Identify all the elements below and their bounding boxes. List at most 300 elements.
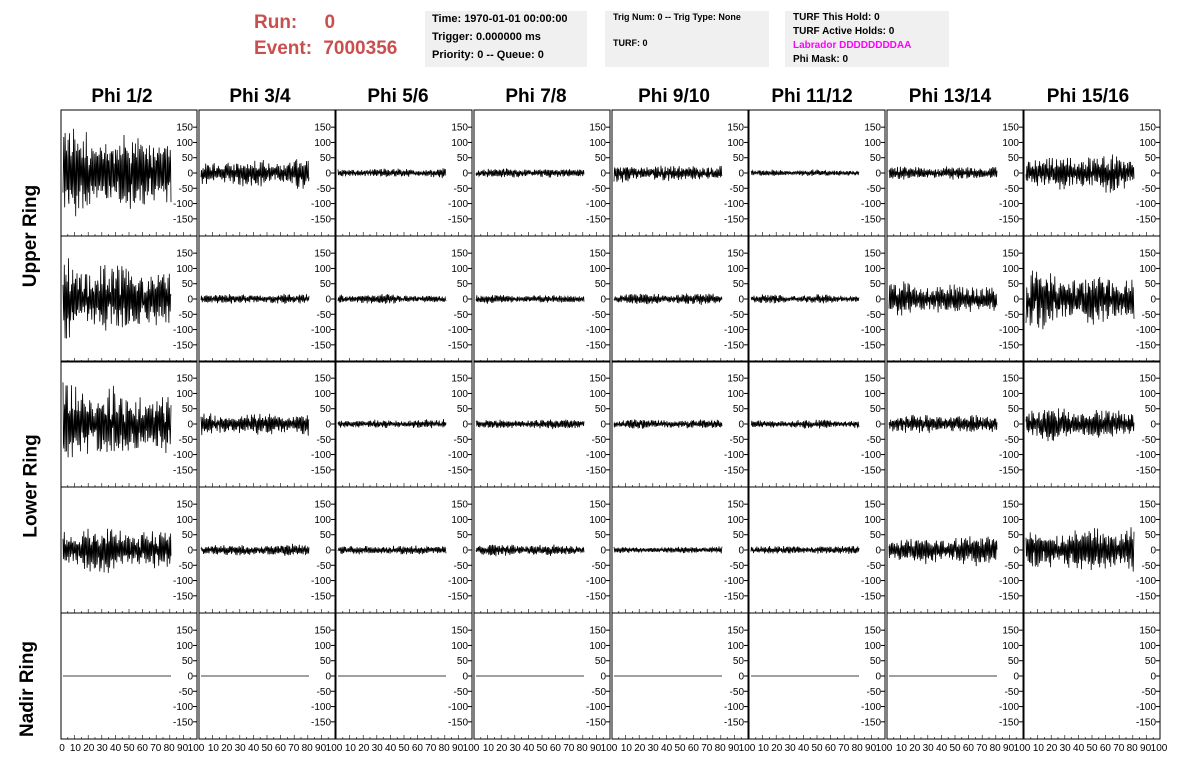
- y-tick-label: -100: [447, 199, 468, 211]
- waveform-trace: [476, 420, 584, 430]
- x-tick-label: 40: [661, 743, 673, 754]
- y-tick-label: -50: [316, 183, 331, 195]
- y-tick-label: -50: [591, 309, 606, 321]
- waveform-trace: [614, 419, 722, 428]
- x-tick-label: 50: [674, 743, 686, 754]
- panel-r1-c5: [749, 236, 885, 362]
- y-tick-label: 150: [589, 373, 606, 385]
- y-tick-label: -100: [998, 325, 1019, 337]
- y-tick-label: -150: [447, 717, 468, 729]
- y-tick-label: 150: [451, 122, 468, 134]
- x-tick-label: 70: [150, 743, 162, 754]
- y-tick-label: 100: [1139, 514, 1156, 526]
- x-tick-label: 30: [96, 743, 108, 754]
- x-tick-label: 40: [798, 743, 810, 754]
- y-tick-label: -50: [729, 309, 744, 321]
- y-tick-label: 0: [462, 671, 468, 683]
- y-tick-label: 0: [462, 294, 468, 306]
- y-tick-label: 100: [589, 640, 606, 652]
- y-tick-label: 150: [314, 248, 331, 260]
- run-label: Run:: [254, 12, 298, 33]
- y-tick-label: 50: [869, 404, 881, 416]
- panel-r4-c4: [612, 613, 756, 754]
- x-tick-label: 70: [701, 743, 713, 754]
- panel-r3-c2: [336, 487, 472, 613]
- y-tick-label: -50: [1004, 183, 1019, 195]
- x-tick-label: 40: [385, 743, 397, 754]
- y-tick-label: -150: [585, 214, 606, 226]
- y-tick-label: -100: [585, 702, 606, 714]
- y-tick-label: -100: [310, 576, 331, 588]
- y-tick-label: -100: [860, 325, 881, 337]
- x-tick-label: 90: [315, 743, 327, 754]
- y-tick-label: -50: [453, 309, 468, 321]
- y-tick-label: -50: [1004, 686, 1019, 698]
- y-tick-label: -100: [447, 702, 468, 714]
- y-tick-label: -50: [729, 434, 744, 446]
- y-tick-label: 100: [451, 640, 468, 652]
- y-tick-label: 50: [456, 153, 468, 165]
- panel-r1-c0: [61, 236, 197, 362]
- y-tick-label: 150: [864, 499, 881, 511]
- y-tick-label: -100: [310, 199, 331, 211]
- y-tick-label: -50: [178, 183, 193, 195]
- y-tick-label: 50: [181, 279, 193, 291]
- y-tick-label: -100: [723, 325, 744, 337]
- y-tick-label: 150: [451, 499, 468, 511]
- x-tick-label: 10: [1032, 743, 1044, 754]
- y-tick-label: 150: [727, 373, 744, 385]
- y-tick-label: 50: [1144, 153, 1156, 165]
- y-tick-label: -100: [310, 450, 331, 462]
- y-tick-label: -150: [998, 717, 1019, 729]
- y-tick-label: 150: [1002, 248, 1019, 260]
- y-tick-label: 150: [589, 625, 606, 637]
- y-tick-label: 0: [325, 671, 331, 683]
- y-tick-label: -150: [172, 340, 193, 352]
- y-tick-label: 0: [738, 168, 744, 180]
- y-tick-label: 150: [727, 248, 744, 260]
- x-tick-label: 60: [1099, 743, 1111, 754]
- y-tick-label: -50: [1004, 434, 1019, 446]
- y-tick-label: 150: [1139, 373, 1156, 385]
- x-tick-label: 90: [865, 743, 877, 754]
- x-tick-label: 30: [371, 743, 383, 754]
- x-tick-label: 100: [1013, 743, 1031, 754]
- y-tick-label: 100: [176, 388, 193, 400]
- y-tick-label: -100: [172, 199, 193, 211]
- panel-r2-c7: [1024, 361, 1160, 487]
- x-tick-label: 90: [1140, 743, 1152, 754]
- panel-r4-c6: [887, 613, 1031, 754]
- y-tick-label: -50: [1004, 560, 1019, 572]
- x-tick-label: 60: [411, 743, 423, 754]
- y-tick-label: 100: [176, 137, 193, 149]
- panel-r3-c4: [612, 487, 748, 613]
- y-tick-label: -150: [1135, 465, 1156, 477]
- col-header-phi-9-10: Phi 9/10: [638, 86, 710, 107]
- y-tick-label: 150: [1002, 122, 1019, 134]
- y-tick-label: -150: [723, 214, 744, 226]
- y-tick-label: 0: [1150, 419, 1156, 431]
- y-tick-label: -100: [310, 325, 331, 337]
- y-tick-label: 0: [325, 419, 331, 431]
- y-tick-label: -100: [723, 450, 744, 462]
- y-tick-label: 50: [869, 279, 881, 291]
- y-tick-label: -100: [172, 450, 193, 462]
- y-tick-label: -50: [866, 309, 881, 321]
- turf-active-line: TURF Active Holds: 0: [793, 26, 895, 37]
- y-tick-label: 0: [462, 545, 468, 557]
- y-tick-label: -50: [591, 686, 606, 698]
- y-tick-label: -50: [453, 434, 468, 446]
- panel-r1-c4: [612, 236, 748, 362]
- y-tick-label: -50: [316, 309, 331, 321]
- x-tick-label: 70: [1113, 743, 1125, 754]
- panel-r1-c3: [474, 236, 610, 362]
- y-tick-label: 100: [589, 137, 606, 149]
- labrador-line: Labrador DDDDDDDDAA: [793, 40, 912, 51]
- y-tick-label: 0: [325, 294, 331, 306]
- waveform-trace: [751, 170, 859, 176]
- y-tick-label: 50: [1007, 656, 1019, 668]
- x-tick-label: 20: [909, 743, 921, 754]
- y-tick-label: 50: [181, 656, 193, 668]
- y-tick-label: 100: [176, 263, 193, 275]
- y-tick-label: -150: [172, 465, 193, 477]
- panel-r2-c2: [336, 361, 472, 487]
- waveform-trace: [201, 544, 309, 556]
- y-tick-label: -150: [998, 591, 1019, 603]
- x-tick-label: 50: [398, 743, 410, 754]
- y-tick-label: -100: [447, 325, 468, 337]
- col-header-phi-5-6: Phi 5/6: [367, 86, 429, 107]
- y-tick-label: 150: [1002, 499, 1019, 511]
- x-tick-label: 50: [536, 743, 548, 754]
- panel-r1-c6: [887, 236, 1023, 362]
- y-tick-label: -100: [860, 199, 881, 211]
- y-tick-label: -150: [585, 465, 606, 477]
- priority-line: Priority: 0 -- Queue: 0: [432, 49, 544, 61]
- y-tick-label: 50: [1007, 279, 1019, 291]
- x-tick-label: 20: [634, 743, 646, 754]
- y-tick-label: 50: [869, 153, 881, 165]
- y-tick-label: -100: [1135, 450, 1156, 462]
- y-tick-label: 0: [187, 671, 193, 683]
- waveform-trace: [63, 129, 171, 217]
- y-tick-label: -150: [447, 340, 468, 352]
- y-tick-label: -100: [172, 702, 193, 714]
- y-tick-label: -150: [172, 717, 193, 729]
- y-tick-label: -150: [1135, 717, 1156, 729]
- x-tick-label: 50: [811, 743, 823, 754]
- x-tick-label: 10: [344, 743, 356, 754]
- y-tick-label: 100: [589, 514, 606, 526]
- y-tick-label: -150: [723, 340, 744, 352]
- x-tick-label: 80: [301, 743, 313, 754]
- y-tick-label: -100: [998, 576, 1019, 588]
- y-tick-label: 50: [594, 279, 606, 291]
- y-tick-label: 100: [1139, 388, 1156, 400]
- y-tick-label: -50: [866, 183, 881, 195]
- y-tick-label: 100: [1002, 137, 1019, 149]
- x-tick-label: 50: [123, 743, 135, 754]
- x-tick-label: 80: [438, 743, 450, 754]
- y-tick-label: -50: [316, 686, 331, 698]
- x-tick-label: 20: [358, 743, 370, 754]
- y-tick-label: -100: [998, 199, 1019, 211]
- y-tick-label: -150: [723, 591, 744, 603]
- panel-r0-c5: [749, 110, 885, 236]
- y-tick-label: 150: [176, 122, 193, 134]
- phi-mask-line: Phi Mask: 0: [793, 54, 849, 65]
- y-tick-label: -150: [310, 465, 331, 477]
- x-tick-label: 60: [687, 743, 699, 754]
- panel-r4-c2: [336, 613, 480, 754]
- y-tick-label: 100: [864, 388, 881, 400]
- y-tick-label: 150: [176, 373, 193, 385]
- event-value: 7000356: [323, 38, 398, 59]
- time-line: Time: 1970-01-01 00:00:00: [432, 13, 568, 25]
- y-tick-label: 100: [864, 514, 881, 526]
- y-tick-label: 100: [1002, 640, 1019, 652]
- y-tick-label: 100: [176, 514, 193, 526]
- y-tick-label: 150: [864, 625, 881, 637]
- y-tick-label: -150: [860, 340, 881, 352]
- y-tick-label: 0: [1150, 168, 1156, 180]
- y-tick-label: -100: [310, 702, 331, 714]
- y-tick-label: -50: [178, 560, 193, 572]
- col-header-phi-15-16: Phi 15/16: [1046, 86, 1130, 107]
- y-tick-label: 0: [600, 294, 606, 306]
- y-tick-label: -100: [447, 576, 468, 588]
- y-tick-label: 0: [600, 671, 606, 683]
- panel-r2-c0: [61, 361, 197, 487]
- y-tick-label: 150: [727, 122, 744, 134]
- y-tick-label: -50: [316, 560, 331, 572]
- panel-r0-c2: [336, 110, 472, 236]
- y-tick-label: -50: [178, 309, 193, 321]
- y-tick-label: 150: [589, 122, 606, 134]
- x-tick-label: 60: [549, 743, 561, 754]
- x-tick-label: 40: [936, 743, 948, 754]
- y-tick-label: 50: [1144, 530, 1156, 542]
- row-label-lower-ring: Lower Ring: [20, 434, 42, 538]
- y-tick-label: 100: [864, 263, 881, 275]
- y-tick-label: 0: [462, 168, 468, 180]
- x-tick-label: 20: [771, 743, 783, 754]
- x-tick-label: 100: [1150, 743, 1168, 754]
- y-tick-label: 150: [451, 625, 468, 637]
- col-header-phi-11-12: Phi 11/12: [771, 86, 853, 107]
- y-tick-label: -150: [585, 591, 606, 603]
- x-tick-label: 30: [234, 743, 246, 754]
- x-tick-label: 90: [1003, 743, 1015, 754]
- y-tick-label: -100: [723, 702, 744, 714]
- waveform-trace: [201, 159, 309, 189]
- y-tick-label: 150: [176, 625, 193, 637]
- x-tick-label: 10: [895, 743, 907, 754]
- y-tick-label: -150: [172, 214, 193, 226]
- panel-r0-c6: [887, 110, 1023, 236]
- y-tick-label: 50: [1144, 656, 1156, 668]
- x-tick-label: 60: [136, 743, 148, 754]
- y-tick-label: -50: [1004, 309, 1019, 321]
- y-tick-label: -50: [1141, 434, 1156, 446]
- waveform-trace: [338, 419, 446, 428]
- x-tick-label: 60: [962, 743, 974, 754]
- panel-r1-c1: [199, 236, 335, 362]
- turf-line: TURF: 0: [613, 38, 648, 48]
- y-tick-label: 0: [738, 419, 744, 431]
- x-tick-label: 70: [838, 743, 850, 754]
- y-tick-label: 150: [589, 248, 606, 260]
- y-tick-label: 0: [875, 671, 881, 683]
- y-tick-label: -150: [723, 465, 744, 477]
- waveform-trace: [1026, 271, 1134, 330]
- x-tick-label: 100: [875, 743, 893, 754]
- y-tick-label: 0: [325, 168, 331, 180]
- x-tick-label: 90: [590, 743, 602, 754]
- y-tick-label: 100: [314, 514, 331, 526]
- y-tick-label: -50: [178, 686, 193, 698]
- y-tick-label: 100: [1002, 263, 1019, 275]
- y-tick-label: -100: [172, 325, 193, 337]
- trigger-line: Trigger: 0.000000 ms: [432, 31, 541, 43]
- y-tick-label: -100: [723, 576, 744, 588]
- waveform-trace: [889, 281, 997, 315]
- y-tick-label: 0: [1150, 294, 1156, 306]
- y-tick-label: -150: [585, 717, 606, 729]
- y-tick-label: 100: [1139, 263, 1156, 275]
- waveform-trace: [338, 294, 446, 304]
- y-tick-label: -50: [178, 434, 193, 446]
- waveform-trace: [476, 168, 584, 177]
- y-tick-label: 0: [875, 168, 881, 180]
- y-tick-label: -50: [729, 560, 744, 572]
- y-tick-label: 100: [727, 137, 744, 149]
- y-tick-label: 100: [589, 388, 606, 400]
- y-tick-label: -150: [998, 214, 1019, 226]
- y-tick-label: 100: [314, 388, 331, 400]
- x-tick-label: 80: [714, 743, 726, 754]
- y-tick-label: 50: [594, 656, 606, 668]
- x-tick-label: 10: [207, 743, 219, 754]
- y-tick-label: -100: [1135, 199, 1156, 211]
- y-tick-label: 150: [864, 248, 881, 260]
- y-tick-label: 100: [727, 514, 744, 526]
- waveform-trace: [751, 546, 859, 554]
- y-tick-label: 100: [314, 137, 331, 149]
- y-tick-label: -100: [585, 576, 606, 588]
- y-tick-label: 0: [187, 419, 193, 431]
- x-tick-label: 70: [563, 743, 575, 754]
- panel-r0-c7: [1024, 110, 1160, 236]
- y-tick-label: 150: [1002, 373, 1019, 385]
- y-tick-label: -150: [585, 340, 606, 352]
- y-tick-label: 0: [325, 545, 331, 557]
- y-tick-label: -150: [310, 214, 331, 226]
- y-tick-label: 50: [594, 153, 606, 165]
- panel-r2-c5: [749, 361, 885, 487]
- panel-r0-c4: [612, 110, 748, 236]
- y-tick-label: 100: [864, 137, 881, 149]
- y-tick-label: -50: [591, 183, 606, 195]
- y-tick-label: 150: [1139, 122, 1156, 134]
- y-tick-label: -100: [172, 576, 193, 588]
- x-tick-label: 50: [949, 743, 961, 754]
- x-tick-label: 40: [110, 743, 122, 754]
- x-tick-label: 90: [177, 743, 189, 754]
- y-tick-label: 50: [732, 153, 744, 165]
- y-tick-label: 150: [314, 373, 331, 385]
- x-tick-label: 10: [69, 743, 81, 754]
- y-tick-label: 150: [727, 499, 744, 511]
- y-tick-label: 0: [1013, 294, 1019, 306]
- y-tick-label: 0: [738, 545, 744, 557]
- y-tick-label: 150: [451, 373, 468, 385]
- y-tick-label: 50: [732, 656, 744, 668]
- waveform-trace: [63, 258, 171, 338]
- y-tick-label: -150: [1135, 591, 1156, 603]
- y-tick-label: -50: [729, 686, 744, 698]
- run-value: 0: [324, 12, 336, 33]
- x-tick-label: 20: [1046, 743, 1058, 754]
- y-tick-label: 100: [1002, 514, 1019, 526]
- y-tick-label: 50: [456, 656, 468, 668]
- panel-r4-c0: [59, 613, 205, 754]
- y-tick-label: 100: [451, 137, 468, 149]
- y-tick-label: 50: [181, 530, 193, 542]
- y-tick-label: 100: [727, 388, 744, 400]
- y-tick-label: 50: [181, 404, 193, 416]
- waveform-trace: [63, 382, 171, 457]
- y-tick-label: -100: [1135, 702, 1156, 714]
- y-tick-label: 150: [314, 499, 331, 511]
- x-tick-label: 100: [600, 743, 618, 754]
- waveform-trace: [889, 415, 997, 433]
- col-header-phi-7-8: Phi 7/8: [505, 86, 567, 107]
- panel-r0-c1: [199, 110, 335, 236]
- waveform-trace: [1026, 527, 1134, 571]
- y-tick-label: -50: [453, 183, 468, 195]
- y-tick-label: 0: [462, 419, 468, 431]
- waveform-trace: [889, 166, 997, 179]
- waveform-trace: [201, 294, 309, 304]
- y-tick-label: 0: [875, 294, 881, 306]
- y-tick-label: 100: [589, 263, 606, 275]
- panel-r3-c7: [1024, 487, 1160, 613]
- y-tick-label: -150: [723, 717, 744, 729]
- panel-r0-c3: [474, 110, 610, 236]
- y-tick-label: -150: [860, 465, 881, 477]
- y-tick-label: 50: [732, 530, 744, 542]
- y-tick-label: 100: [1139, 640, 1156, 652]
- event-label: Event:: [254, 38, 313, 59]
- y-tick-label: 50: [1144, 279, 1156, 291]
- waveform-trace: [614, 166, 722, 183]
- y-tick-label: 50: [1007, 404, 1019, 416]
- x-tick-label: 70: [976, 743, 988, 754]
- y-tick-label: 50: [594, 530, 606, 542]
- y-tick-label: 50: [456, 404, 468, 416]
- y-tick-label: 100: [727, 263, 744, 275]
- y-tick-label: -150: [310, 717, 331, 729]
- panel-r1-c2: [336, 236, 472, 362]
- x-tick-label: 80: [1126, 743, 1138, 754]
- col-header-phi-1-2: Phi 1/2: [91, 86, 153, 107]
- y-tick-label: -50: [1141, 309, 1156, 321]
